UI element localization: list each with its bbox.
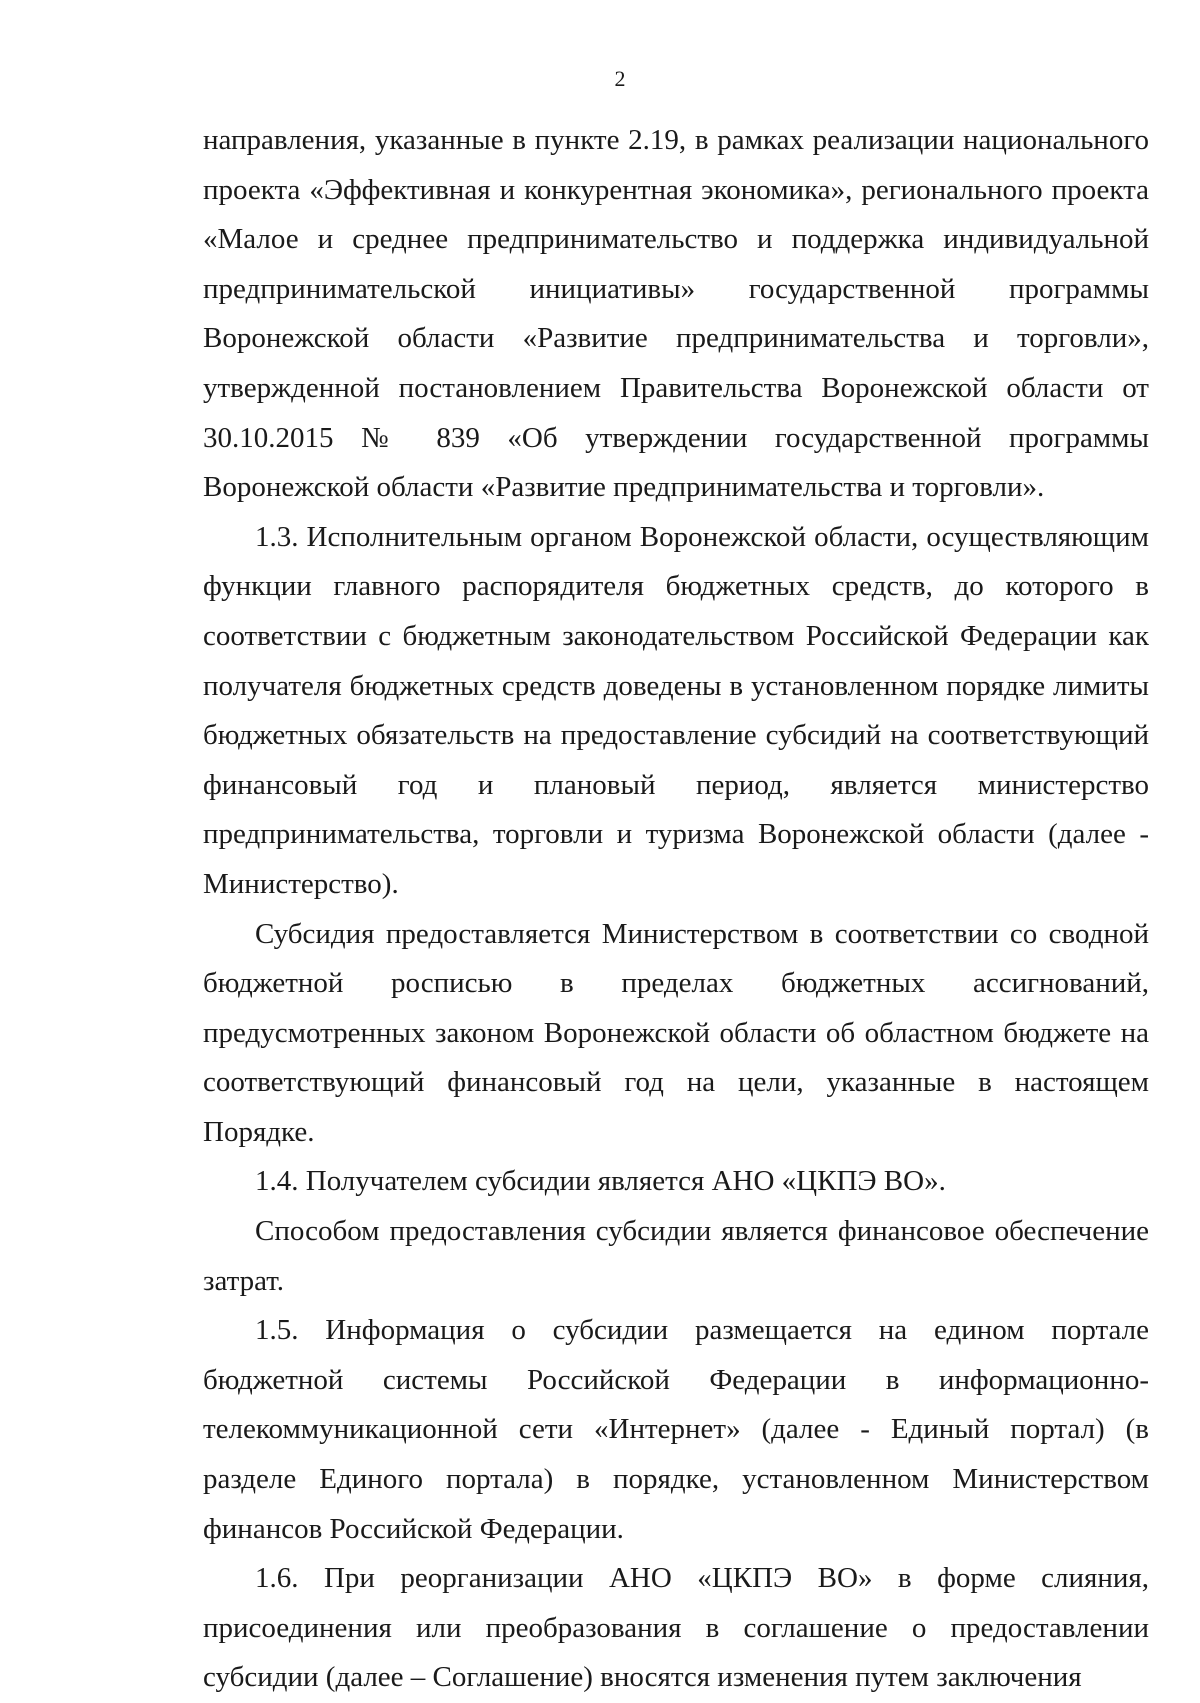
paragraph-1-5-portal-info: 1.5. Информация о субсидии размещается на едином портале бюджетной системы Российской Федерации в информационно-телекоммуникационной сети «Интернет» (далее - Единый портал) (в разделе Единого портала) в порядке, установленном Министерством финансов Российской Федерации. (203, 1314, 1149, 1545)
paragraph-subsidy-provision: Субсидия предоставляется Министерством в соответствии со сводной бюджетной росписью в пределах бюджетных ассигнований, предусмотренных законом Воронежской области об областном бюджете на соответствующий финансовый год на цели, указанные в настоящем Порядке. (203, 917, 1149, 1148)
document-body (203, 116, 1149, 1703)
page-number: 2 (614, 66, 626, 91)
paragraph-1-4-recipient: 1.4. Получателем субсидии является АНО «ЦКПЭ ВО». (255, 1165, 946, 1198)
paragraph-1-3-budget-executor: 1.3. Исполнительным органом Воронежской области, осуществляющим функции главного распорядителя бюджетных средств, до которого в соответствии с бюджетным законодательством Российской Федерации как получателя бюджетных средств доведены в установленном порядке лимиты бюджетных обязательств на предоставление субсидий на соответствующий финансовый год и плановый период, является министерство предпринимательства, торговли и туризма Воронежской области (далее - Министерство). (203, 520, 1149, 900)
paragraph-programme-directions: направления, указанные в пункте 2.19, в рамках реализации национального проекта «Эффективная и конкурентная экономика», регионального проекта «Малое и среднее предпринимательство и поддержка индивидуальной предпринимательской инициативы» государственной программы Воронежской области «Развитие предпринимательства и торговли», утвержденной постановлением Правительства Воронежской области от 30.10.2015 № 839 «Об утверждении государственной программы Воронежской области «Развитие предпринимательства и торговли». (203, 124, 1149, 504)
paragraph-provision-method: Способом предоставления субсидии является финансовое обеспечение затрат. (203, 1215, 1149, 1297)
paragraph-1-6-reorganization: 1.6. При реорганизации АНО «ЦКПЭ ВО» в форме слияния, присоединения или преобразования в соглашение о предоставлении субсидии (далее – Соглашение) вносятся изменения путем заключения (203, 1562, 1149, 1694)
